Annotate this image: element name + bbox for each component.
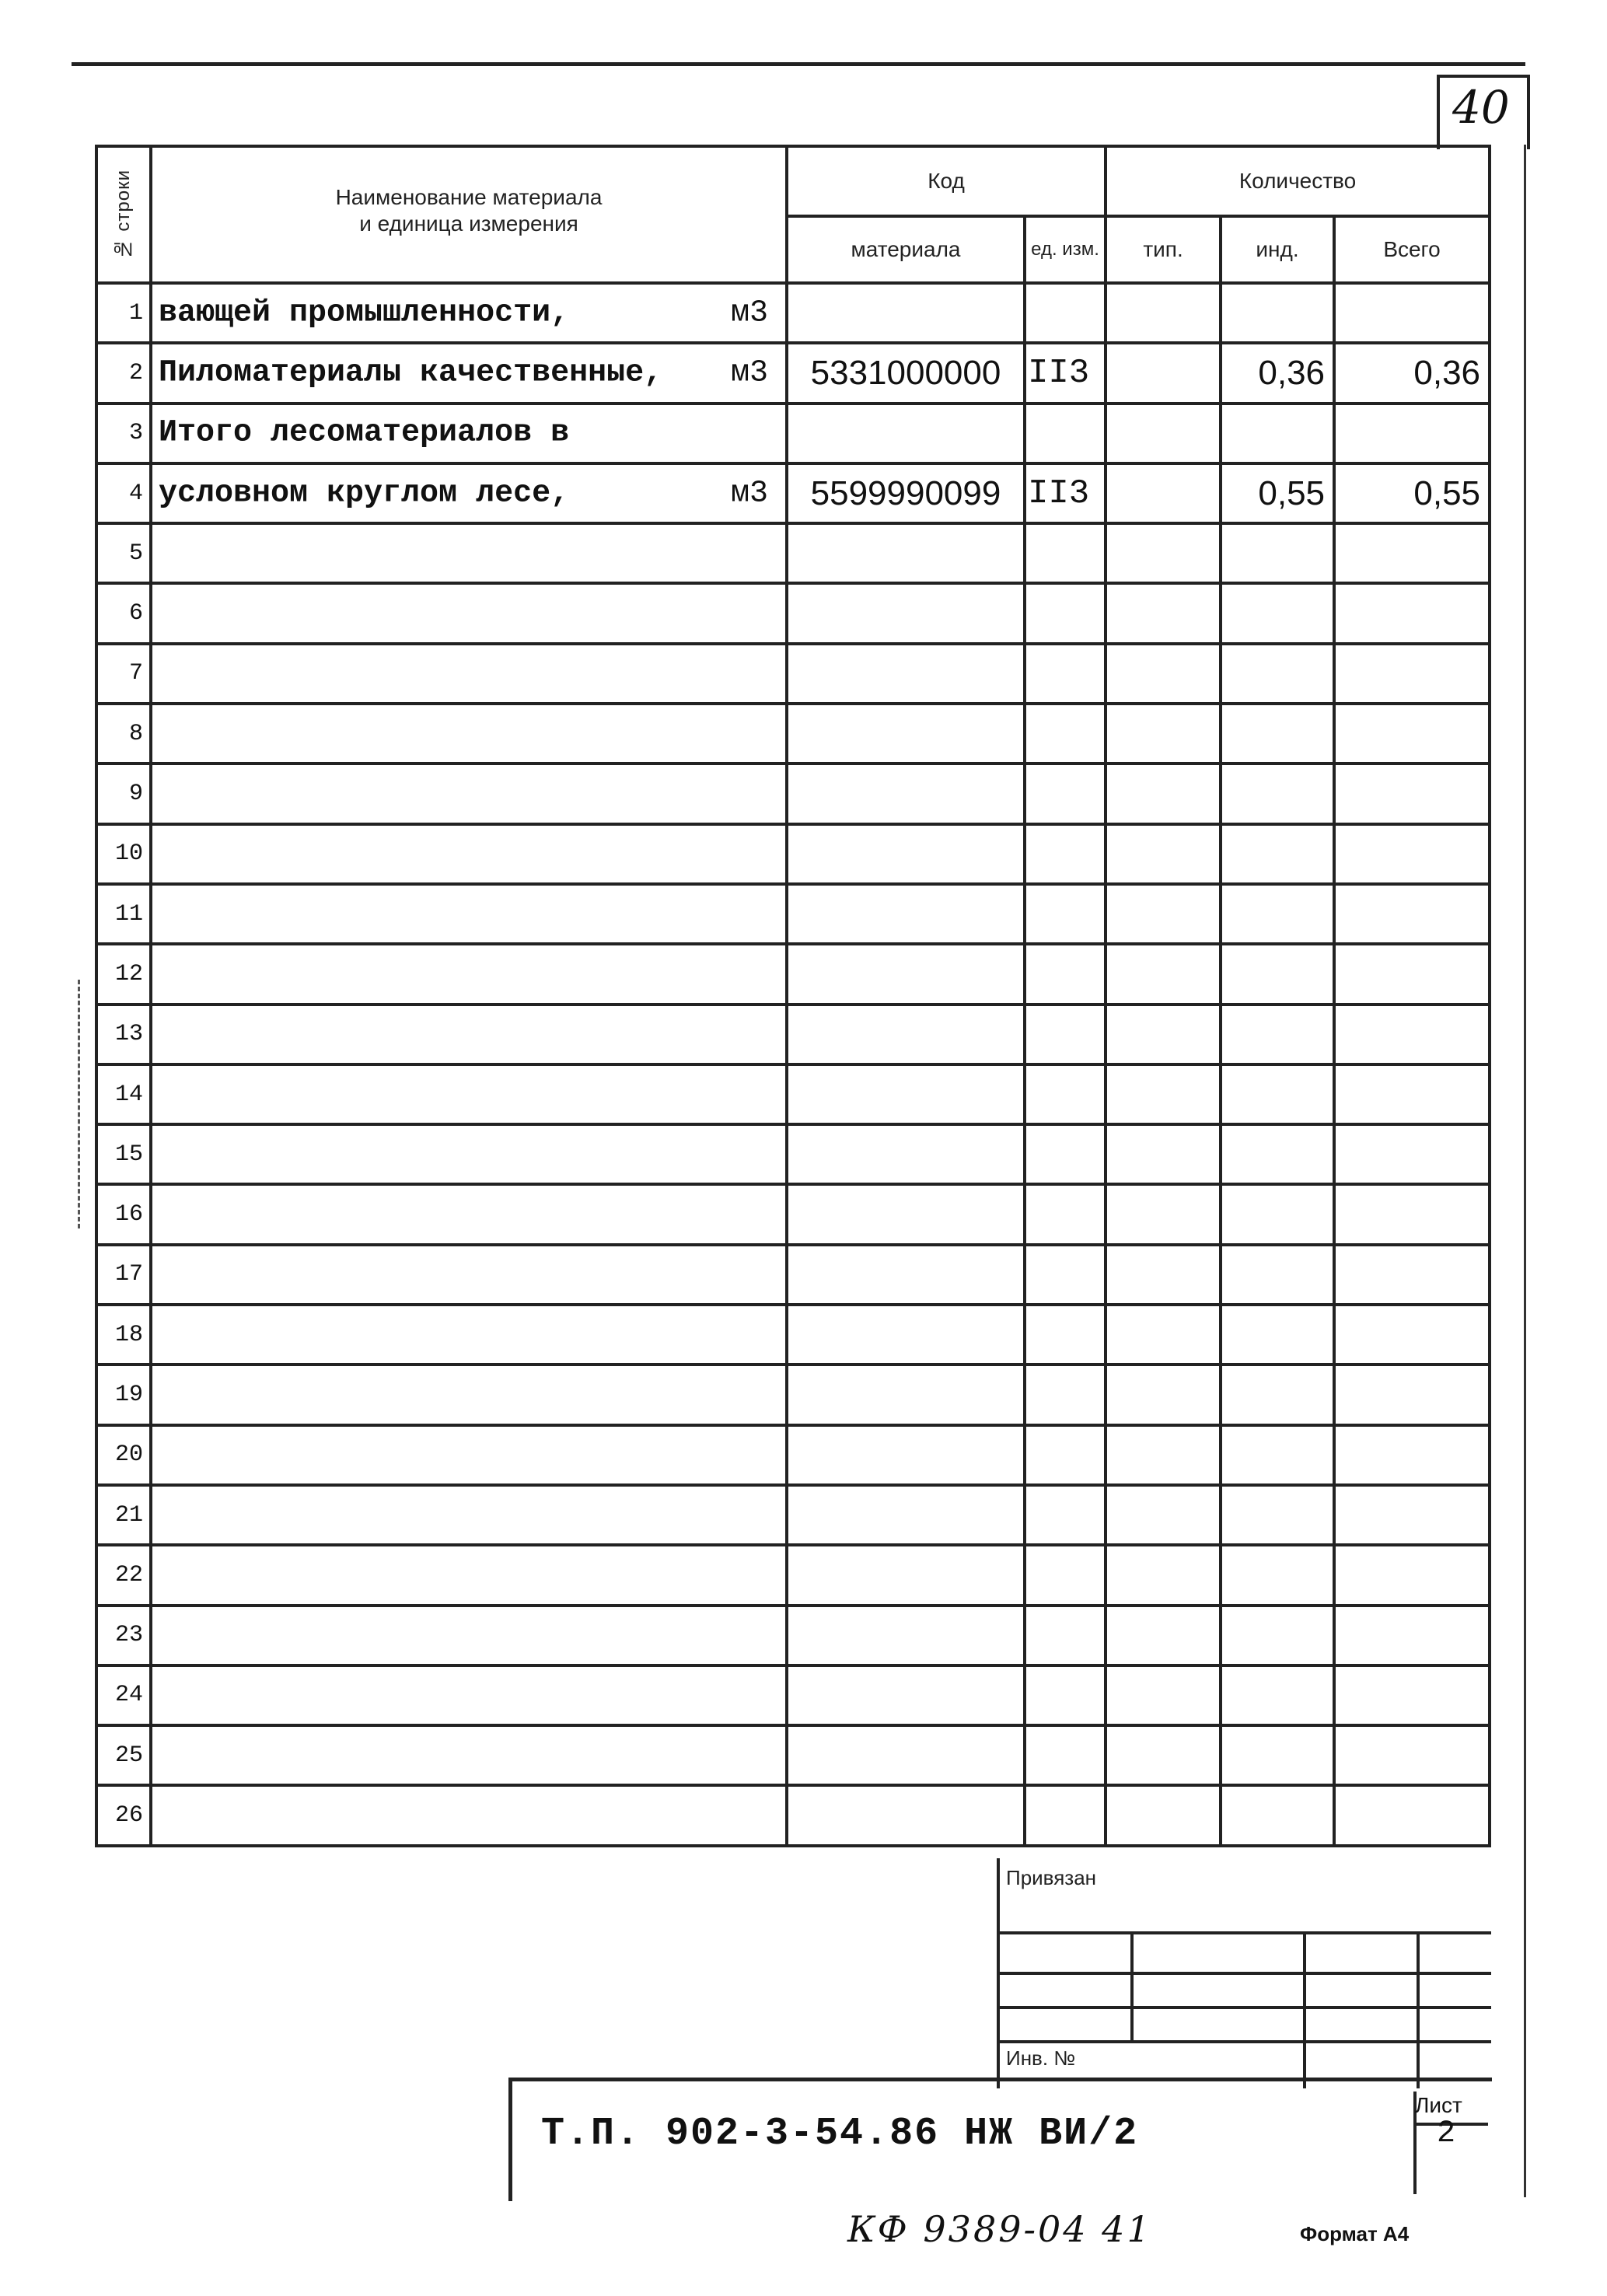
table-row xyxy=(96,1785,1490,1845)
material-name xyxy=(151,1785,787,1845)
material-name xyxy=(151,1725,787,1785)
material-name xyxy=(151,343,787,403)
row-number: 25 xyxy=(96,1725,151,1785)
table-row xyxy=(96,764,1490,823)
qty-ind xyxy=(1221,1725,1334,1785)
material-unit: м3 xyxy=(730,355,768,391)
qty-total xyxy=(1334,1665,1490,1725)
qty-ind xyxy=(1221,1545,1334,1605)
qty-typ xyxy=(1106,1124,1221,1184)
qty-ind xyxy=(1221,704,1334,764)
material-name xyxy=(151,1064,787,1124)
row-number: 20 xyxy=(96,1425,151,1485)
qty-ind xyxy=(1221,1785,1334,1845)
unit-code xyxy=(1025,644,1106,704)
qty-typ xyxy=(1106,463,1221,523)
material-unit: м3 xyxy=(730,476,768,512)
linked-label: Привязан xyxy=(1006,1866,1097,1889)
material-code xyxy=(787,944,1025,1004)
material-code xyxy=(787,1064,1025,1124)
qty-typ xyxy=(1106,523,1221,583)
qty-total xyxy=(1334,944,1490,1004)
material-code xyxy=(787,283,1025,343)
material-unit: м3 xyxy=(730,295,768,331)
material-code xyxy=(787,824,1025,884)
table-row xyxy=(96,463,1490,523)
table-row xyxy=(96,824,1490,884)
table-row xyxy=(96,1064,1490,1124)
header-qty-typ: тип. xyxy=(1106,216,1221,283)
material-code xyxy=(787,523,1025,583)
material-name xyxy=(151,583,787,643)
qty-total xyxy=(1334,1545,1490,1605)
material-code xyxy=(787,404,1025,463)
material-name xyxy=(151,1184,787,1244)
row-number: 6 xyxy=(96,583,151,643)
material-name xyxy=(151,1606,787,1665)
qty-ind xyxy=(1221,404,1334,463)
unit-code xyxy=(1025,1005,1106,1064)
material-code xyxy=(787,1365,1025,1424)
unit-code xyxy=(1025,884,1106,944)
row-number: 13 xyxy=(96,1005,151,1064)
qty-typ xyxy=(1106,1425,1221,1485)
row-number: 18 xyxy=(96,1305,151,1365)
material-code xyxy=(787,1245,1025,1305)
qty-total xyxy=(1334,1005,1490,1064)
row-number: 19 xyxy=(96,1365,151,1424)
qty-total xyxy=(1334,1064,1490,1124)
material-name xyxy=(151,283,787,343)
unit-code xyxy=(1025,1606,1106,1665)
row-number: 21 xyxy=(96,1485,151,1545)
table-row xyxy=(96,343,1490,403)
qty-total xyxy=(1334,1725,1490,1785)
unit-code xyxy=(1025,1245,1106,1305)
material-name xyxy=(151,523,787,583)
qty-typ xyxy=(1106,764,1221,823)
material-code xyxy=(787,1425,1025,1485)
material-code xyxy=(787,1485,1025,1545)
row-number: 22 xyxy=(96,1545,151,1605)
qty-typ xyxy=(1106,583,1221,643)
stamp-divider xyxy=(1303,1931,1306,2088)
table-row xyxy=(96,1725,1490,1785)
unit-code xyxy=(1025,1785,1106,1845)
qty-total xyxy=(1334,704,1490,764)
qty-ind xyxy=(1221,583,1334,643)
material-name-text: условном круглом лесе, xyxy=(159,476,570,512)
unit-code xyxy=(1025,1184,1106,1244)
material-name xyxy=(151,704,787,764)
unit-code: II3 xyxy=(1025,343,1106,403)
row-number: 1 xyxy=(96,283,151,343)
qty-total xyxy=(1334,283,1490,343)
material-name-text: вающей промышленности, xyxy=(159,295,570,331)
unit-code xyxy=(1025,1665,1106,1725)
qty-ind xyxy=(1221,884,1334,944)
table-row xyxy=(96,1425,1490,1485)
unit-code xyxy=(1025,1725,1106,1785)
row-number: 17 xyxy=(96,1245,151,1305)
qty-total xyxy=(1334,644,1490,704)
qty-total xyxy=(1334,523,1490,583)
right-edge-line xyxy=(1524,145,1526,2197)
sheet-label: Лист xyxy=(1415,2093,1462,2117)
qty-typ xyxy=(1106,1725,1221,1785)
table-row xyxy=(96,1606,1490,1665)
material-name-text: Пиломатериалы качественные, xyxy=(159,355,663,391)
stamp-divider xyxy=(1130,1931,1134,2040)
qty-ind xyxy=(1221,1305,1334,1365)
material-code xyxy=(787,1665,1025,1725)
top-rule xyxy=(72,62,1525,66)
sheet-number: 40 xyxy=(1452,81,1510,134)
qty-typ xyxy=(1106,884,1221,944)
qty-total xyxy=(1334,1124,1490,1184)
unit-code xyxy=(1025,1365,1106,1424)
qty-typ xyxy=(1106,1785,1221,1845)
material-name xyxy=(151,1365,787,1424)
qty-typ xyxy=(1106,1305,1221,1365)
material-code xyxy=(787,1785,1025,1845)
qty-total xyxy=(1334,1245,1490,1305)
qty-ind xyxy=(1221,644,1334,704)
table-row xyxy=(96,1005,1490,1064)
qty-ind xyxy=(1221,1124,1334,1184)
qty-ind xyxy=(1221,1606,1334,1665)
qty-ind xyxy=(1221,1665,1334,1725)
row-number: 4 xyxy=(96,463,151,523)
unit-code xyxy=(1025,404,1106,463)
table-row xyxy=(96,1365,1490,1424)
row-number: 2 xyxy=(96,343,151,403)
material-name xyxy=(151,1245,787,1305)
row-number: 14 xyxy=(96,1064,151,1124)
row-number: 3 xyxy=(96,404,151,463)
qty-typ xyxy=(1106,283,1221,343)
qty-typ xyxy=(1106,1064,1221,1124)
unit-code xyxy=(1025,824,1106,884)
row-number: 16 xyxy=(96,1184,151,1244)
qty-ind xyxy=(1221,1184,1334,1244)
row-number: 7 xyxy=(96,644,151,704)
table-row xyxy=(96,1245,1490,1305)
table-row xyxy=(96,283,1490,343)
row-number: 23 xyxy=(96,1606,151,1665)
qty-typ xyxy=(1106,1545,1221,1605)
table-row xyxy=(96,1485,1490,1545)
qty-total xyxy=(1334,404,1490,463)
unit-code xyxy=(1025,764,1106,823)
table-row xyxy=(96,404,1490,463)
qty-typ xyxy=(1106,1005,1221,1064)
qty-ind xyxy=(1221,523,1334,583)
material-code xyxy=(787,1184,1025,1244)
material-name xyxy=(151,944,787,1004)
qty-ind xyxy=(1221,1005,1334,1064)
qty-total xyxy=(1334,764,1490,823)
table-row xyxy=(96,1305,1490,1365)
stamp-divider xyxy=(1417,1931,1420,2088)
archive-code: КФ 9389-04 41 xyxy=(847,2208,1152,2250)
qty-total xyxy=(1334,824,1490,884)
qty-ind xyxy=(1221,764,1334,823)
material-name xyxy=(151,1665,787,1725)
unit-code xyxy=(1025,704,1106,764)
table-row xyxy=(96,704,1490,764)
material-name xyxy=(151,1425,787,1485)
document-designation: Т.П. 902-3-54.86 НЖ ВИ/2 xyxy=(541,2112,1139,2156)
qty-typ xyxy=(1106,824,1221,884)
qty-ind xyxy=(1221,1064,1334,1124)
qty-typ xyxy=(1106,1606,1221,1665)
sheet-value: 2 xyxy=(1437,2116,1456,2151)
qty-typ xyxy=(1106,1665,1221,1725)
unit-code xyxy=(1025,523,1106,583)
material-name xyxy=(151,884,787,944)
header-row-number: № строки xyxy=(96,146,151,283)
header-code-group: Код xyxy=(787,146,1106,216)
unit-code xyxy=(1025,1124,1106,1184)
material-name xyxy=(151,824,787,884)
table-row xyxy=(96,1184,1490,1244)
row-number: 5 xyxy=(96,523,151,583)
unit-code xyxy=(1025,283,1106,343)
qty-ind xyxy=(1221,283,1334,343)
row-number: 15 xyxy=(96,1124,151,1184)
qty-typ xyxy=(1106,404,1221,463)
qty-total xyxy=(1334,1365,1490,1424)
material-code xyxy=(787,1606,1025,1665)
row-number: 12 xyxy=(96,944,151,1004)
qty-total xyxy=(1334,1485,1490,1545)
table-row xyxy=(96,1665,1490,1725)
row-number: 11 xyxy=(96,884,151,944)
table-row xyxy=(96,884,1490,944)
qty-typ xyxy=(1106,1365,1221,1424)
header-qty-total: Всего xyxy=(1334,216,1490,283)
qty-typ xyxy=(1106,1245,1221,1305)
material-code: 5331000000 xyxy=(787,343,1025,403)
qty-total xyxy=(1334,1305,1490,1365)
qty-typ xyxy=(1106,1184,1221,1244)
row-number: 26 xyxy=(96,1785,151,1845)
qty-total xyxy=(1334,583,1490,643)
materials-table xyxy=(95,145,1491,1847)
material-code xyxy=(787,704,1025,764)
material-code xyxy=(787,644,1025,704)
material-name xyxy=(151,1005,787,1064)
row-number: 10 xyxy=(96,824,151,884)
qty-typ xyxy=(1106,944,1221,1004)
material-code xyxy=(787,1725,1025,1785)
material-name xyxy=(151,1545,787,1605)
table-row xyxy=(96,523,1490,583)
unit-code xyxy=(1025,944,1106,1004)
qty-typ xyxy=(1106,1485,1221,1545)
qty-ind xyxy=(1221,1425,1334,1485)
unit-code xyxy=(1025,1545,1106,1605)
qty-ind xyxy=(1221,1485,1334,1545)
material-code xyxy=(787,583,1025,643)
paper-format: Формат А4 xyxy=(1300,2222,1410,2245)
header-code-unit: ед. изм. xyxy=(1025,216,1106,283)
material-name xyxy=(151,463,787,523)
material-code xyxy=(787,1124,1025,1184)
material-code xyxy=(787,1545,1025,1605)
qty-total xyxy=(1334,1184,1490,1244)
material-code xyxy=(787,764,1025,823)
qty-ind xyxy=(1221,824,1334,884)
qty-total xyxy=(1334,884,1490,944)
table-row xyxy=(96,944,1490,1004)
material-name xyxy=(151,1124,787,1184)
row-number: 8 xyxy=(96,704,151,764)
stamp-grid xyxy=(997,1858,1491,2088)
qty-total: 0,36 xyxy=(1334,343,1490,403)
material-code xyxy=(787,884,1025,944)
header-material-name: Наименование материала и единица измерения xyxy=(151,146,787,283)
unit-code xyxy=(1025,1485,1106,1545)
margin-marks xyxy=(78,980,94,1228)
material-code: 5599990099 xyxy=(787,463,1025,523)
qty-total xyxy=(1334,1425,1490,1485)
material-name xyxy=(151,1485,787,1545)
header-qty-ind: инд. xyxy=(1221,216,1334,283)
qty-ind: 0,36 xyxy=(1221,343,1334,403)
qty-ind: 0,55 xyxy=(1221,463,1334,523)
table-row xyxy=(96,1124,1490,1184)
table-row xyxy=(96,644,1490,704)
material-code xyxy=(787,1305,1025,1365)
qty-ind xyxy=(1221,1245,1334,1305)
qty-typ xyxy=(1106,644,1221,704)
header-quantity-group: Количество xyxy=(1106,146,1490,216)
row-number: 24 xyxy=(96,1665,151,1725)
unit-code xyxy=(1025,1305,1106,1365)
qty-total xyxy=(1334,1606,1490,1665)
unit-code xyxy=(1025,1425,1106,1485)
inventory-number-label: Инв. № xyxy=(1006,2046,1076,2070)
material-name xyxy=(151,1305,787,1365)
qty-total xyxy=(1334,1785,1490,1845)
material-name xyxy=(151,764,787,823)
unit-code xyxy=(1025,583,1106,643)
table-row xyxy=(96,1545,1490,1605)
row-number: 9 xyxy=(96,764,151,823)
material-name-text: Итого лесоматериалов в xyxy=(159,415,570,451)
qty-ind xyxy=(1221,1365,1334,1424)
qty-total: 0,55 xyxy=(1334,463,1490,523)
material-name xyxy=(151,644,787,704)
unit-code: II3 xyxy=(1025,463,1106,523)
unit-code xyxy=(1025,1064,1106,1124)
header-code-material: материала xyxy=(787,216,1025,283)
qty-typ xyxy=(1106,704,1221,764)
material-name xyxy=(151,404,787,463)
qty-ind xyxy=(1221,944,1334,1004)
qty-typ xyxy=(1106,343,1221,403)
material-code xyxy=(787,1005,1025,1064)
table-row xyxy=(96,583,1490,643)
